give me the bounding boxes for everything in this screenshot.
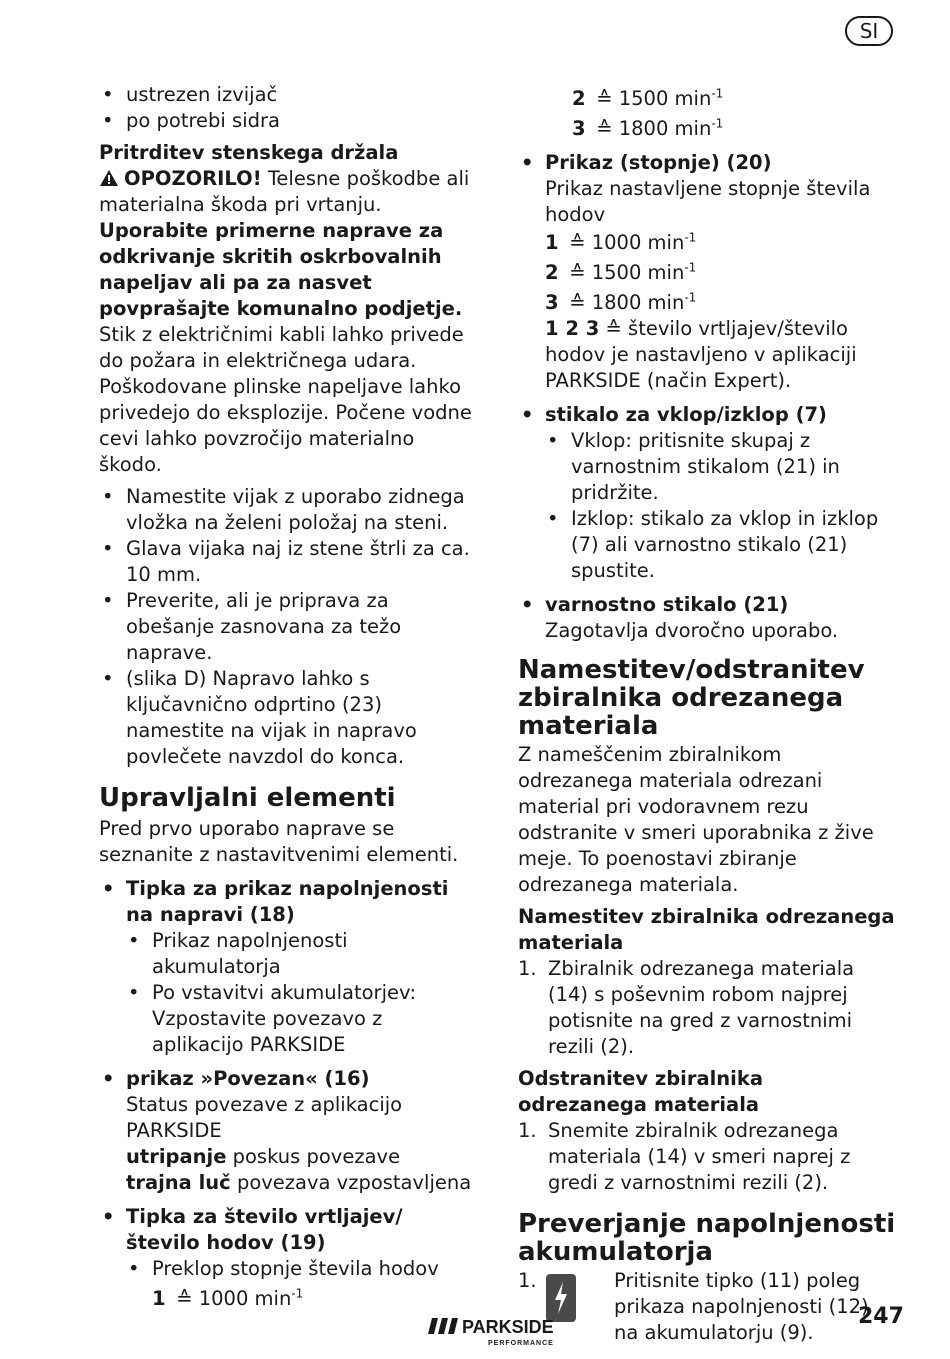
warning-paragraph xyxy=(99,166,474,478)
page-number: 247 xyxy=(858,1304,904,1329)
left-column xyxy=(99,82,474,1312)
step-text: Pritisnite tipko (11) poleg prikaza napolnjenosti (12) na akumulatorju (9). xyxy=(614,1269,869,1344)
rpm-line: 2 ≙ 1500 $\min^{-1}$ xyxy=(572,86,724,110)
warning-text: Telesne poškodbe ali materialna škoda pri vrtanju. xyxy=(99,167,470,216)
step-number: 1. xyxy=(518,1269,537,1292)
rpm-line: 3 ≙ 1800 $\min^{-1}$ xyxy=(545,290,697,314)
paragraph: Status povezave z aplikacijo PARKSIDE xyxy=(126,1093,403,1142)
paragraph: 1 2 3 ≙ število vrtljajev/število hodov je nastavljeno v aplikaciji PARKSIDE (način Expert). xyxy=(545,317,857,392)
section-subheading: Namestitev zbiralnika odrezanega materiala xyxy=(518,905,895,954)
control-item-title: • prikaz »Povezan« (16) xyxy=(99,1066,474,1092)
list-item: • Po vstavitvi akumulatorjev: Vzpostavite povezavo z aplikacijo PARKSIDE xyxy=(99,980,474,1058)
control-item-title: • stikalo za vklop/izklop (7) xyxy=(518,402,898,428)
list-item: • Preverite, ali je priprava za obešanje zasnovana za težo naprave. xyxy=(99,588,474,666)
rpm-line: 3 ≙ 1800 $\min^{-1}$ xyxy=(572,116,724,140)
rpm-line: 2 ≙ 1500 $\min^{-1}$ xyxy=(545,260,697,284)
section-heading: Preverjanje napolnjenosti akumulatorja xyxy=(518,1209,896,1267)
section-subheading: Odstranitev zbiralnika odrezanega materiala xyxy=(518,1067,763,1116)
list-item: • po potrebi sidra xyxy=(99,108,474,134)
warning-text: Stik z električnimi kabli lahko privede do požara in električnega udara. Poškodovane plinske napeljave lahko privedejo do eksplozije. Počene vodne cevi lahko povzročijo materialno škodo. xyxy=(99,323,472,476)
warning-bold-text: Uporabite primerne naprave za odkrivanje skritih oskrbovalnih napeljav ali pa za nasvet povprašajte komunalno podjetje. xyxy=(99,219,463,320)
list-item: • Glava vijaka naj iz stene štrli za ca. 10 mm. xyxy=(99,536,474,588)
section-heading: Upravljalni elementi xyxy=(99,783,396,813)
list-item: • Preklop stopnje števila hodov xyxy=(99,1256,474,1282)
list-item: • Izklop: stikalo za vklop in izklop (7) ali varnostno stikalo (21) spustite. xyxy=(518,506,898,584)
paragraph: Prikaz nastavljene stopnje števila hodov xyxy=(545,177,871,226)
warning-label: OPOZORILO! xyxy=(124,167,262,190)
list-item: • Vklop: pritisnite skupaj z varnostnim stikalom (21) in pridržite. xyxy=(518,428,898,506)
parkside-logo xyxy=(428,1312,580,1348)
list-item: • Prikaz napolnjenosti akumulatorja xyxy=(99,928,474,980)
status-line: utripanje poskus povezave xyxy=(126,1145,401,1168)
right-column xyxy=(518,86,898,1348)
numbered-step: 1. Snemite zbiralnik odrezanega materiala (14) v smeri naprej z gredi z varnostnimi rezili (2). xyxy=(518,1119,851,1194)
rpm-line: 1 ≙ 1000 $\min^{-1}$ xyxy=(545,230,697,254)
paragraph: Z nameščenim zbiralnikom odrezanega materiala odrezani material pri vodoravnem rezu odstranite v smeri uporabnika z žive meje. To poenostavi zbiranje odrezanega materiala. xyxy=(518,743,874,896)
status-line: trajna luč povezava vzpostavljena xyxy=(126,1171,472,1194)
list-item: • ustrezen izvijač xyxy=(99,82,474,108)
language-badge: SI xyxy=(845,16,893,46)
paragraph: Zagotavlja dvoročno uporabo. xyxy=(545,619,839,642)
control-item-title: • Prikaz (stopnje) (20) xyxy=(518,150,898,176)
list-item: • (slika D) Napravo lahko s ključavnično odprtino (23) namestite na vijak in napravo povlečete navzdol do konca. xyxy=(99,666,474,770)
svg-text:PARKSIDE: PARKSIDE xyxy=(462,1317,554,1337)
numbered-step: 1. Zbiralnik odrezanega materiala (14) s poševnim robom najprej potisnite na gred z varnostnimi rezili (2). xyxy=(518,957,855,1058)
svg-text:PERFORMANCE: PERFORMANCE xyxy=(488,1340,554,1347)
paragraph: Pred prvo uporabo naprave se seznanite z nastavitvenimi elementi. xyxy=(99,817,459,866)
warning-icon xyxy=(99,169,119,187)
control-item-title: • Tipka za prikaz napolnjenosti na napravi (18) xyxy=(99,876,474,928)
section-subheading: Pritrditev stenskega držala xyxy=(99,141,399,164)
list-item: • Namestite vijak z uporabo zidnega vložka na želeni položaj na steni. xyxy=(99,484,474,536)
rpm-line: 1 ≙ 1000 $\min^{-1}$ xyxy=(152,1286,304,1310)
control-item-title: • varnostno stikalo (21) xyxy=(518,592,898,618)
section-heading: Namestitev/odstranitev zbiralnika odrezanega materiala xyxy=(518,655,865,741)
control-item-title: • Tipka za število vrtljajev/število hodov (19) xyxy=(99,1204,474,1256)
